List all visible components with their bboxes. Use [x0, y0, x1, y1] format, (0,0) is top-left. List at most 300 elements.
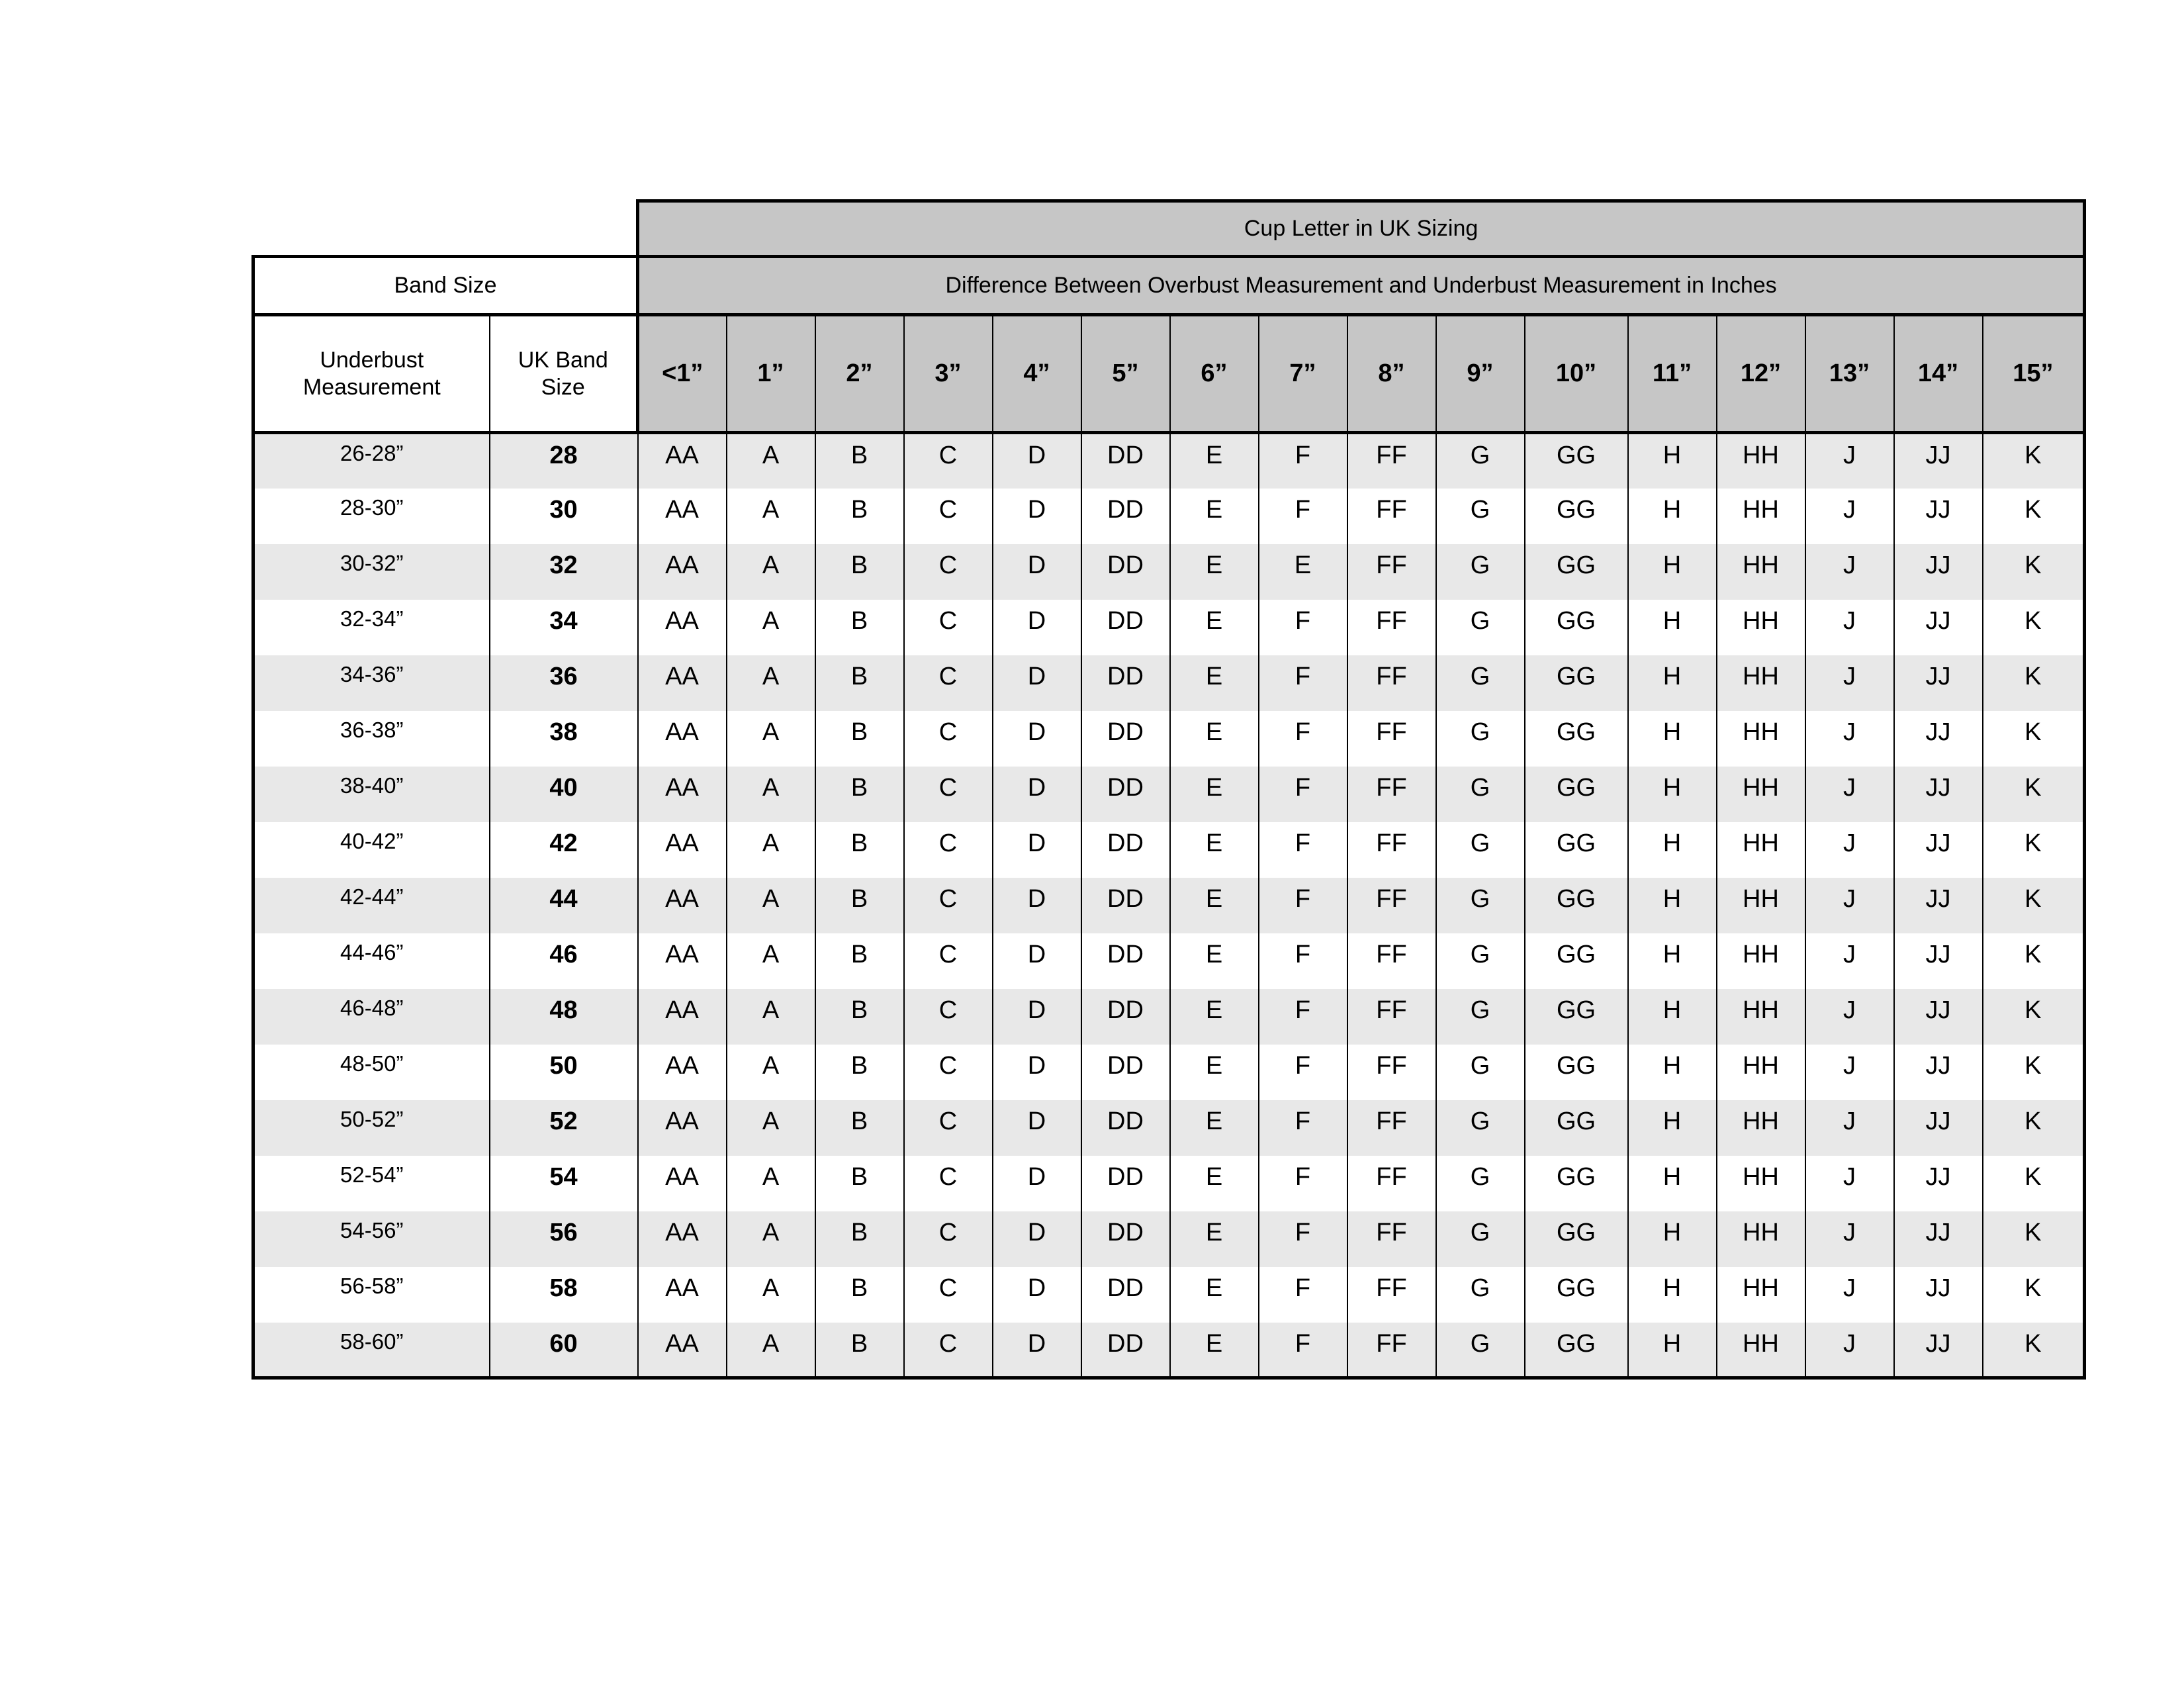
- cup-letter-cell: E: [1170, 878, 1259, 933]
- cup-letter-cell: B: [815, 600, 904, 655]
- underbust-measurement-header: Underbust Measurement: [253, 315, 490, 433]
- cup-letter-cell: D: [993, 600, 1081, 655]
- cup-letter-cell: FF: [1347, 711, 1436, 767]
- section-header-row: [253, 257, 2085, 315]
- cup-letter-cell: B: [815, 433, 904, 489]
- cup-letter-cell: FF: [1347, 822, 1436, 878]
- cup-letter-cell: A: [727, 767, 815, 822]
- cup-letter-cell: C: [904, 878, 993, 933]
- cup-letter-cell: F: [1259, 767, 1347, 822]
- cup-column-header: 9”: [1436, 315, 1525, 433]
- cup-column-header: 10”: [1525, 315, 1628, 433]
- cup-letter-cell: DD: [1081, 933, 1170, 989]
- cup-column-header: 12”: [1717, 315, 1805, 433]
- cup-letter-cell: K: [1983, 933, 2085, 989]
- cup-letter-cell: J: [1805, 767, 1894, 822]
- cup-letter-cell: J: [1805, 878, 1894, 933]
- cup-letter-cell: F: [1259, 600, 1347, 655]
- cup-letter-cell: K: [1983, 544, 2085, 600]
- cup-letter-cell: HH: [1717, 989, 1805, 1045]
- cup-letter-cell: H: [1628, 933, 1717, 989]
- cup-letter-cell: HH: [1717, 1267, 1805, 1323]
- cup-letter-cell: D: [993, 878, 1081, 933]
- underbust-cell: 28-30”: [253, 489, 490, 544]
- cup-letter-cell: FF: [1347, 1323, 1436, 1378]
- cup-letter-cell: E: [1170, 1045, 1259, 1100]
- cup-letter-cell: AA: [638, 1156, 727, 1211]
- cup-letter-cell: DD: [1081, 1100, 1170, 1156]
- table-row: [253, 489, 2085, 544]
- cup-letter-cell: J: [1805, 1323, 1894, 1378]
- cup-letter-cell: J: [1805, 433, 1894, 489]
- cup-letter-cell: H: [1628, 767, 1717, 822]
- table-row: [253, 600, 2085, 655]
- cup-letter-cell: H: [1628, 1100, 1717, 1156]
- cup-letter-cell: C: [904, 655, 993, 711]
- cup-letter-cell: JJ: [1894, 1100, 1983, 1156]
- underbust-cell: 54-56”: [253, 1211, 490, 1267]
- table-row: [253, 767, 2085, 822]
- cup-letter-cell: F: [1259, 655, 1347, 711]
- cup-column-header: 5”: [1081, 315, 1170, 433]
- cup-letter-cell: AA: [638, 489, 727, 544]
- cup-letter-cell: D: [993, 1156, 1081, 1211]
- cup-letter-cell: H: [1628, 489, 1717, 544]
- underbust-cell: 50-52”: [253, 1100, 490, 1156]
- cup-letter-cell: C: [904, 600, 993, 655]
- cup-letter-cell: F: [1259, 989, 1347, 1045]
- cup-letter-cell: K: [1983, 1323, 2085, 1378]
- cup-letter-cell: AA: [638, 989, 727, 1045]
- empty-corner: [253, 201, 638, 257]
- cup-letter-cell: GG: [1525, 1045, 1628, 1100]
- cup-letter-cell: J: [1805, 1211, 1894, 1267]
- cup-letter-cell: J: [1805, 822, 1894, 878]
- cup-letter-cell: GG: [1525, 1267, 1628, 1323]
- table-row: [253, 711, 2085, 767]
- cup-letter-cell: JJ: [1894, 1267, 1983, 1323]
- cup-column-header: <1”: [638, 315, 727, 433]
- cup-letter-cell: FF: [1347, 1156, 1436, 1211]
- cup-letter-cell: F: [1259, 1211, 1347, 1267]
- cup-letter-cell: F: [1259, 1323, 1347, 1378]
- cup-letter-cell: B: [815, 878, 904, 933]
- band-size-cell: 56: [490, 1211, 638, 1267]
- cup-letter-cell: AA: [638, 544, 727, 600]
- cup-letter-cell: B: [815, 1045, 904, 1100]
- cup-column-header: 1”: [727, 315, 815, 433]
- cup-letter-cell: GG: [1525, 933, 1628, 989]
- cup-letter-cell: E: [1170, 767, 1259, 822]
- cup-letter-cell: GG: [1525, 544, 1628, 600]
- cup-letter-cell: K: [1983, 600, 2085, 655]
- cup-letter-cell: B: [815, 1156, 904, 1211]
- cup-letter-cell: D: [993, 822, 1081, 878]
- cup-letter-cell: JJ: [1894, 489, 1983, 544]
- cup-letter-cell: E: [1170, 1323, 1259, 1378]
- cup-letter-cell: C: [904, 489, 993, 544]
- cup-letter-cell: FF: [1347, 933, 1436, 989]
- cup-letter-cell: JJ: [1894, 1323, 1983, 1378]
- cup-letter-cell: HH: [1717, 711, 1805, 767]
- band-size-cell: 54: [490, 1156, 638, 1211]
- cup-letter-cell: E: [1170, 989, 1259, 1045]
- cup-letter-cell: A: [727, 711, 815, 767]
- cup-letter-cell: B: [815, 1267, 904, 1323]
- cup-letter-cell: GG: [1525, 1156, 1628, 1211]
- underbust-cell: 58-60”: [253, 1323, 490, 1378]
- cup-letter-cell: D: [993, 1267, 1081, 1323]
- cup-letter-cell: GG: [1525, 1323, 1628, 1378]
- cup-letter-cell: J: [1805, 1100, 1894, 1156]
- cup-letter-cell: AA: [638, 433, 727, 489]
- cup-letter-cell: AA: [638, 1100, 727, 1156]
- difference-header: Difference Between Overbust Measurement and Underbust Measurement in Inches: [638, 257, 2085, 315]
- cup-letter-cell: GG: [1525, 878, 1628, 933]
- table-row: [253, 822, 2085, 878]
- cup-letter-cell: HH: [1717, 600, 1805, 655]
- cup-letter-cell: JJ: [1894, 655, 1983, 711]
- underbust-cell: 30-32”: [253, 544, 490, 600]
- band-size-cell: 46: [490, 933, 638, 989]
- cup-letter-cell: F: [1259, 711, 1347, 767]
- cup-letter-cell: G: [1436, 1045, 1525, 1100]
- cup-letter-cell: A: [727, 1156, 815, 1211]
- underbust-cell: 32-34”: [253, 600, 490, 655]
- band-size-cell: 40: [490, 767, 638, 822]
- table-row: [253, 433, 2085, 489]
- table-row: [253, 544, 2085, 600]
- cup-letter-cell: DD: [1081, 1045, 1170, 1100]
- cup-letter-cell: A: [727, 600, 815, 655]
- cup-letter-cell: AA: [638, 1267, 727, 1323]
- band-size-cell: 52: [490, 1100, 638, 1156]
- table-row: [253, 655, 2085, 711]
- cup-letter-cell: C: [904, 1323, 993, 1378]
- cup-letter-cell: J: [1805, 1045, 1894, 1100]
- cup-letter-cell: GG: [1525, 989, 1628, 1045]
- cup-letter-cell: E: [1170, 433, 1259, 489]
- cup-letter-cell: G: [1436, 822, 1525, 878]
- cup-letter-cell: FF: [1347, 544, 1436, 600]
- band-size-header: Band Size: [253, 257, 638, 315]
- cup-letter-cell: E: [1170, 489, 1259, 544]
- cup-letter-cell: E: [1170, 711, 1259, 767]
- cup-letter-cell: H: [1628, 878, 1717, 933]
- cup-letter-cell: D: [993, 1211, 1081, 1267]
- underbust-cell: 42-44”: [253, 878, 490, 933]
- cup-letter-cell: G: [1436, 1211, 1525, 1267]
- cup-letter-cell: HH: [1717, 1156, 1805, 1211]
- cup-column-header: 7”: [1259, 315, 1347, 433]
- cup-letter-cell: A: [727, 544, 815, 600]
- cup-letter-cell: K: [1983, 767, 2085, 822]
- band-size-cell: 28: [490, 433, 638, 489]
- cup-letter-cell: B: [815, 1100, 904, 1156]
- cup-letter-cell: HH: [1717, 1211, 1805, 1267]
- cup-letter-cell: G: [1436, 1323, 1525, 1378]
- cup-letter-cell: G: [1436, 600, 1525, 655]
- cup-letter-cell: FF: [1347, 767, 1436, 822]
- cup-letter-cell: JJ: [1894, 433, 1983, 489]
- cup-letter-cell: A: [727, 933, 815, 989]
- cup-letter-cell: E: [1170, 1211, 1259, 1267]
- cup-letter-cell: HH: [1717, 1045, 1805, 1100]
- cup-letter-cell: G: [1436, 433, 1525, 489]
- cup-letter-cell: B: [815, 1211, 904, 1267]
- underbust-cell: 36-38”: [253, 711, 490, 767]
- band-size-cell: 50: [490, 1045, 638, 1100]
- cup-letter-cell: HH: [1717, 933, 1805, 989]
- cup-letter-cell: H: [1628, 1045, 1717, 1100]
- cup-column-header: 6”: [1170, 315, 1259, 433]
- cup-letter-cell: J: [1805, 989, 1894, 1045]
- cup-letter-cell: F: [1259, 1267, 1347, 1323]
- cup-letter-cell: AA: [638, 1045, 727, 1100]
- cup-letter-cell: F: [1259, 878, 1347, 933]
- cup-letter-cell: C: [904, 822, 993, 878]
- cup-letter-cell: C: [904, 989, 993, 1045]
- cup-letter-header-row: [253, 201, 2085, 257]
- band-size-cell: 36: [490, 655, 638, 711]
- cup-letter-cell: GG: [1525, 655, 1628, 711]
- cup-letter-cell: FF: [1347, 489, 1436, 544]
- cup-letter-cell: DD: [1081, 544, 1170, 600]
- cup-letter-header: Cup Letter in UK Sizing: [638, 201, 2085, 257]
- table-row: [253, 1045, 2085, 1100]
- cup-letter-cell: H: [1628, 655, 1717, 711]
- bra-size-chart: [251, 199, 2086, 1380]
- cup-letter-cell: G: [1436, 544, 1525, 600]
- cup-letter-cell: K: [1983, 822, 2085, 878]
- cup-letter-cell: J: [1805, 544, 1894, 600]
- cup-letter-cell: JJ: [1894, 989, 1983, 1045]
- cup-letter-cell: DD: [1081, 878, 1170, 933]
- table-row: [253, 1323, 2085, 1378]
- cup-letter-cell: DD: [1081, 655, 1170, 711]
- cup-letter-cell: D: [993, 711, 1081, 767]
- cup-letter-cell: HH: [1717, 544, 1805, 600]
- cup-letter-cell: FF: [1347, 1045, 1436, 1100]
- cup-letter-cell: B: [815, 989, 904, 1045]
- cup-letter-cell: FF: [1347, 1211, 1436, 1267]
- cup-letter-cell: A: [727, 1323, 815, 1378]
- cup-letter-cell: A: [727, 989, 815, 1045]
- cup-letter-cell: B: [815, 822, 904, 878]
- cup-letter-cell: JJ: [1894, 822, 1983, 878]
- cup-letter-cell: JJ: [1894, 711, 1983, 767]
- band-size-cell: 32: [490, 544, 638, 600]
- cup-letter-cell: DD: [1081, 711, 1170, 767]
- cup-letter-cell: G: [1436, 655, 1525, 711]
- band-size-cell: 58: [490, 1267, 638, 1323]
- cup-letter-cell: AA: [638, 767, 727, 822]
- cup-letter-cell: F: [1259, 433, 1347, 489]
- cup-letter-cell: D: [993, 933, 1081, 989]
- cup-letter-cell: F: [1259, 1045, 1347, 1100]
- cup-letter-cell: JJ: [1894, 600, 1983, 655]
- cup-letter-cell: D: [993, 544, 1081, 600]
- underbust-cell: 52-54”: [253, 1156, 490, 1211]
- cup-letter-cell: DD: [1081, 989, 1170, 1045]
- cup-letter-cell: HH: [1717, 655, 1805, 711]
- band-size-cell: 60: [490, 1323, 638, 1378]
- cup-letter-cell: HH: [1717, 822, 1805, 878]
- cup-letter-cell: G: [1436, 489, 1525, 544]
- cup-letter-cell: GG: [1525, 600, 1628, 655]
- cup-letter-cell: C: [904, 1267, 993, 1323]
- cup-letter-cell: A: [727, 1267, 815, 1323]
- cup-letter-cell: AA: [638, 600, 727, 655]
- cup-letter-cell: G: [1436, 1267, 1525, 1323]
- cup-letter-cell: G: [1436, 878, 1525, 933]
- cup-letter-cell: AA: [638, 655, 727, 711]
- cup-letter-cell: JJ: [1894, 878, 1983, 933]
- table-row: [253, 1267, 2085, 1323]
- cup-column-header: 11”: [1628, 315, 1717, 433]
- cup-letter-cell: D: [993, 767, 1081, 822]
- cup-column-header: 2”: [815, 315, 904, 433]
- cup-letter-cell: A: [727, 655, 815, 711]
- cup-letter-cell: C: [904, 933, 993, 989]
- cup-letter-cell: J: [1805, 711, 1894, 767]
- cup-letter-cell: FF: [1347, 878, 1436, 933]
- cup-letter-cell: H: [1628, 1267, 1717, 1323]
- cup-letter-cell: F: [1259, 822, 1347, 878]
- cup-letter-cell: B: [815, 655, 904, 711]
- cup-letter-cell: GG: [1525, 489, 1628, 544]
- cup-letter-cell: DD: [1081, 767, 1170, 822]
- cup-letter-cell: F: [1259, 1156, 1347, 1211]
- cup-letter-cell: K: [1983, 1267, 2085, 1323]
- underbust-cell: 40-42”: [253, 822, 490, 878]
- cup-letter-cell: AA: [638, 1323, 727, 1378]
- cup-letter-cell: GG: [1525, 822, 1628, 878]
- cup-letter-cell: HH: [1717, 433, 1805, 489]
- cup-letter-cell: DD: [1081, 1211, 1170, 1267]
- cup-letter-cell: E: [1170, 600, 1259, 655]
- underbust-cell: 46-48”: [253, 989, 490, 1045]
- cup-letter-cell: C: [904, 1100, 993, 1156]
- cup-letter-cell: GG: [1525, 1211, 1628, 1267]
- cup-letter-cell: HH: [1717, 767, 1805, 822]
- column-header-row: [253, 315, 2085, 433]
- cup-column-header: 3”: [904, 315, 993, 433]
- cup-letter-cell: C: [904, 1211, 993, 1267]
- cup-letter-cell: FF: [1347, 655, 1436, 711]
- cup-letter-cell: AA: [638, 1211, 727, 1267]
- cup-letter-cell: A: [727, 878, 815, 933]
- cup-column-header: 15”: [1983, 315, 2085, 433]
- cup-letter-cell: GG: [1525, 711, 1628, 767]
- cup-letter-cell: D: [993, 1045, 1081, 1100]
- cup-column-header: 14”: [1894, 315, 1983, 433]
- cup-letter-cell: C: [904, 544, 993, 600]
- table-row: [253, 989, 2085, 1045]
- cup-letter-cell: K: [1983, 1100, 2085, 1156]
- cup-column-header: 4”: [993, 315, 1081, 433]
- table-row: [253, 933, 2085, 989]
- cup-letter-cell: JJ: [1894, 767, 1983, 822]
- cup-letter-cell: G: [1436, 1156, 1525, 1211]
- underbust-cell: 38-40”: [253, 767, 490, 822]
- cup-letter-cell: K: [1983, 1156, 2085, 1211]
- cup-letter-cell: E: [1170, 1267, 1259, 1323]
- band-size-cell: 38: [490, 711, 638, 767]
- cup-letter-cell: GG: [1525, 433, 1628, 489]
- cup-letter-cell: FF: [1347, 1100, 1436, 1156]
- cup-letter-cell: D: [993, 433, 1081, 489]
- cup-letter-cell: E: [1259, 544, 1347, 600]
- cup-letter-cell: AA: [638, 822, 727, 878]
- cup-letter-cell: K: [1983, 655, 2085, 711]
- cup-letter-cell: G: [1436, 1100, 1525, 1156]
- cup-letter-cell: G: [1436, 933, 1525, 989]
- cup-letter-cell: A: [727, 1045, 815, 1100]
- cup-letter-cell: B: [815, 711, 904, 767]
- cup-letter-cell: DD: [1081, 1267, 1170, 1323]
- cup-letter-cell: F: [1259, 933, 1347, 989]
- cup-letter-cell: F: [1259, 1100, 1347, 1156]
- cup-letter-cell: A: [727, 433, 815, 489]
- cup-letter-cell: E: [1170, 1156, 1259, 1211]
- cup-letter-cell: E: [1170, 1100, 1259, 1156]
- cup-letter-cell: GG: [1525, 767, 1628, 822]
- cup-letter-cell: C: [904, 433, 993, 489]
- cup-letter-cell: H: [1628, 822, 1717, 878]
- cup-letter-cell: E: [1170, 544, 1259, 600]
- cup-letter-cell: K: [1983, 989, 2085, 1045]
- cup-letter-cell: C: [904, 711, 993, 767]
- cup-letter-cell: G: [1436, 711, 1525, 767]
- cup-letter-cell: AA: [638, 878, 727, 933]
- cup-letter-cell: H: [1628, 711, 1717, 767]
- band-size-cell: 42: [490, 822, 638, 878]
- underbust-cell: 48-50”: [253, 1045, 490, 1100]
- cup-letter-cell: K: [1983, 878, 2085, 933]
- cup-letter-cell: B: [815, 767, 904, 822]
- band-size-cell: 44: [490, 878, 638, 933]
- cup-letter-cell: JJ: [1894, 1156, 1983, 1211]
- cup-letter-cell: H: [1628, 600, 1717, 655]
- table-row: [253, 1211, 2085, 1267]
- cup-letter-cell: A: [727, 489, 815, 544]
- cup-letter-cell: A: [727, 822, 815, 878]
- cup-letter-cell: AA: [638, 933, 727, 989]
- cup-letter-cell: FF: [1347, 989, 1436, 1045]
- cup-letter-cell: JJ: [1894, 544, 1983, 600]
- cup-letter-cell: GG: [1525, 1100, 1628, 1156]
- cup-column-header: 13”: [1805, 315, 1894, 433]
- cup-letter-cell: FF: [1347, 1267, 1436, 1323]
- table-row: [253, 878, 2085, 933]
- cup-letter-cell: J: [1805, 933, 1894, 989]
- cup-letter-cell: J: [1805, 655, 1894, 711]
- cup-letter-cell: G: [1436, 989, 1525, 1045]
- cup-letter-cell: H: [1628, 1211, 1717, 1267]
- table-row: [253, 1100, 2085, 1156]
- cup-letter-cell: H: [1628, 989, 1717, 1045]
- cup-letter-cell: E: [1170, 933, 1259, 989]
- cup-letter-cell: D: [993, 1323, 1081, 1378]
- cup-letter-cell: DD: [1081, 489, 1170, 544]
- underbust-cell: 56-58”: [253, 1267, 490, 1323]
- cup-letter-cell: DD: [1081, 822, 1170, 878]
- uk-band-size-header: UK Band Size: [490, 315, 638, 433]
- cup-letter-cell: E: [1170, 822, 1259, 878]
- cup-letter-cell: J: [1805, 1156, 1894, 1211]
- cup-letter-cell: HH: [1717, 878, 1805, 933]
